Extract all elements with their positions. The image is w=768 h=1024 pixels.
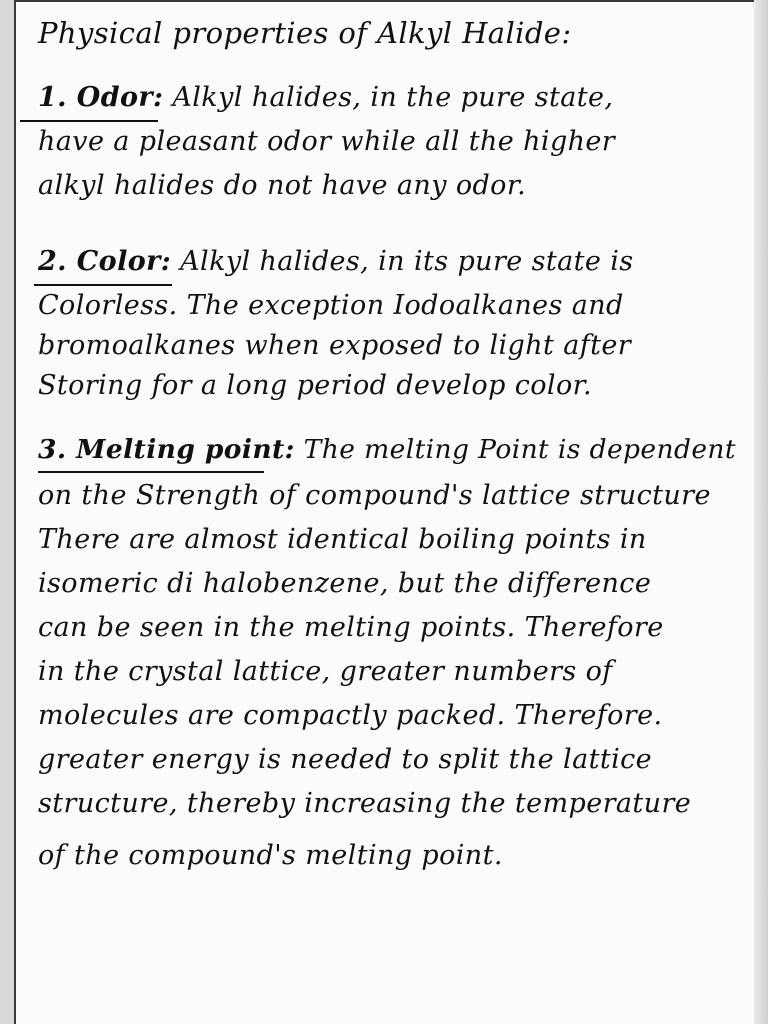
notebook-page — [14, 0, 754, 1024]
melting-text-7: molecules are compactly packed. Therefore. — [38, 700, 663, 731]
page-title: Physical properties of Alkyl Halide: — [38, 16, 572, 50]
color-text-2: Colorless. The exception Iodoalkanes and — [38, 290, 624, 321]
melting-text-5: can be seen in the melting points. Therefore — [38, 612, 664, 643]
color-heading: 2. Color: — [38, 246, 172, 277]
odor-text-1: Alkyl halides, in the pure state, — [172, 82, 614, 113]
color-text-4: Storing for a long period develop color. — [38, 370, 592, 401]
melting-text-8: greater energy is needed to split the lattice — [38, 744, 653, 775]
odor-text-3: alkyl halides do not have any odor. — [38, 170, 527, 201]
color-text-1: Alkyl halides, in its pure state is — [180, 246, 634, 277]
melting-text-3: There are almost identical boiling points in — [38, 524, 647, 555]
page-edge-shadow — [754, 0, 768, 1024]
melting-text-2: on the Strength of compound's lattice structure — [38, 480, 711, 511]
melting-heading-underline — [38, 471, 264, 473]
color-line-1 — [38, 246, 634, 277]
melting-heading: 3. Melting point: — [38, 434, 295, 465]
odor-line-1 — [38, 82, 613, 113]
odor-text-2: have a pleasant odor while all the higher — [38, 126, 616, 157]
melting-text-10: of the compound's melting point. — [38, 840, 503, 871]
melting-text-1: The melting Point is dependent — [303, 434, 736, 465]
odor-heading: 1. Odor: — [38, 82, 164, 113]
color-text-3: bromoalkanes when exposed to light after — [38, 330, 632, 361]
color-heading-underline — [34, 284, 172, 286]
melting-text-9: structure, thereby increasing the temperature — [38, 788, 692, 819]
melting-text-6: in the crystal lattice, greater numbers of — [38, 656, 613, 687]
melting-line-1 — [38, 434, 736, 465]
melting-text-4: isomeric di halobenzene, but the difference — [38, 568, 652, 599]
odor-heading-underline — [20, 120, 158, 122]
